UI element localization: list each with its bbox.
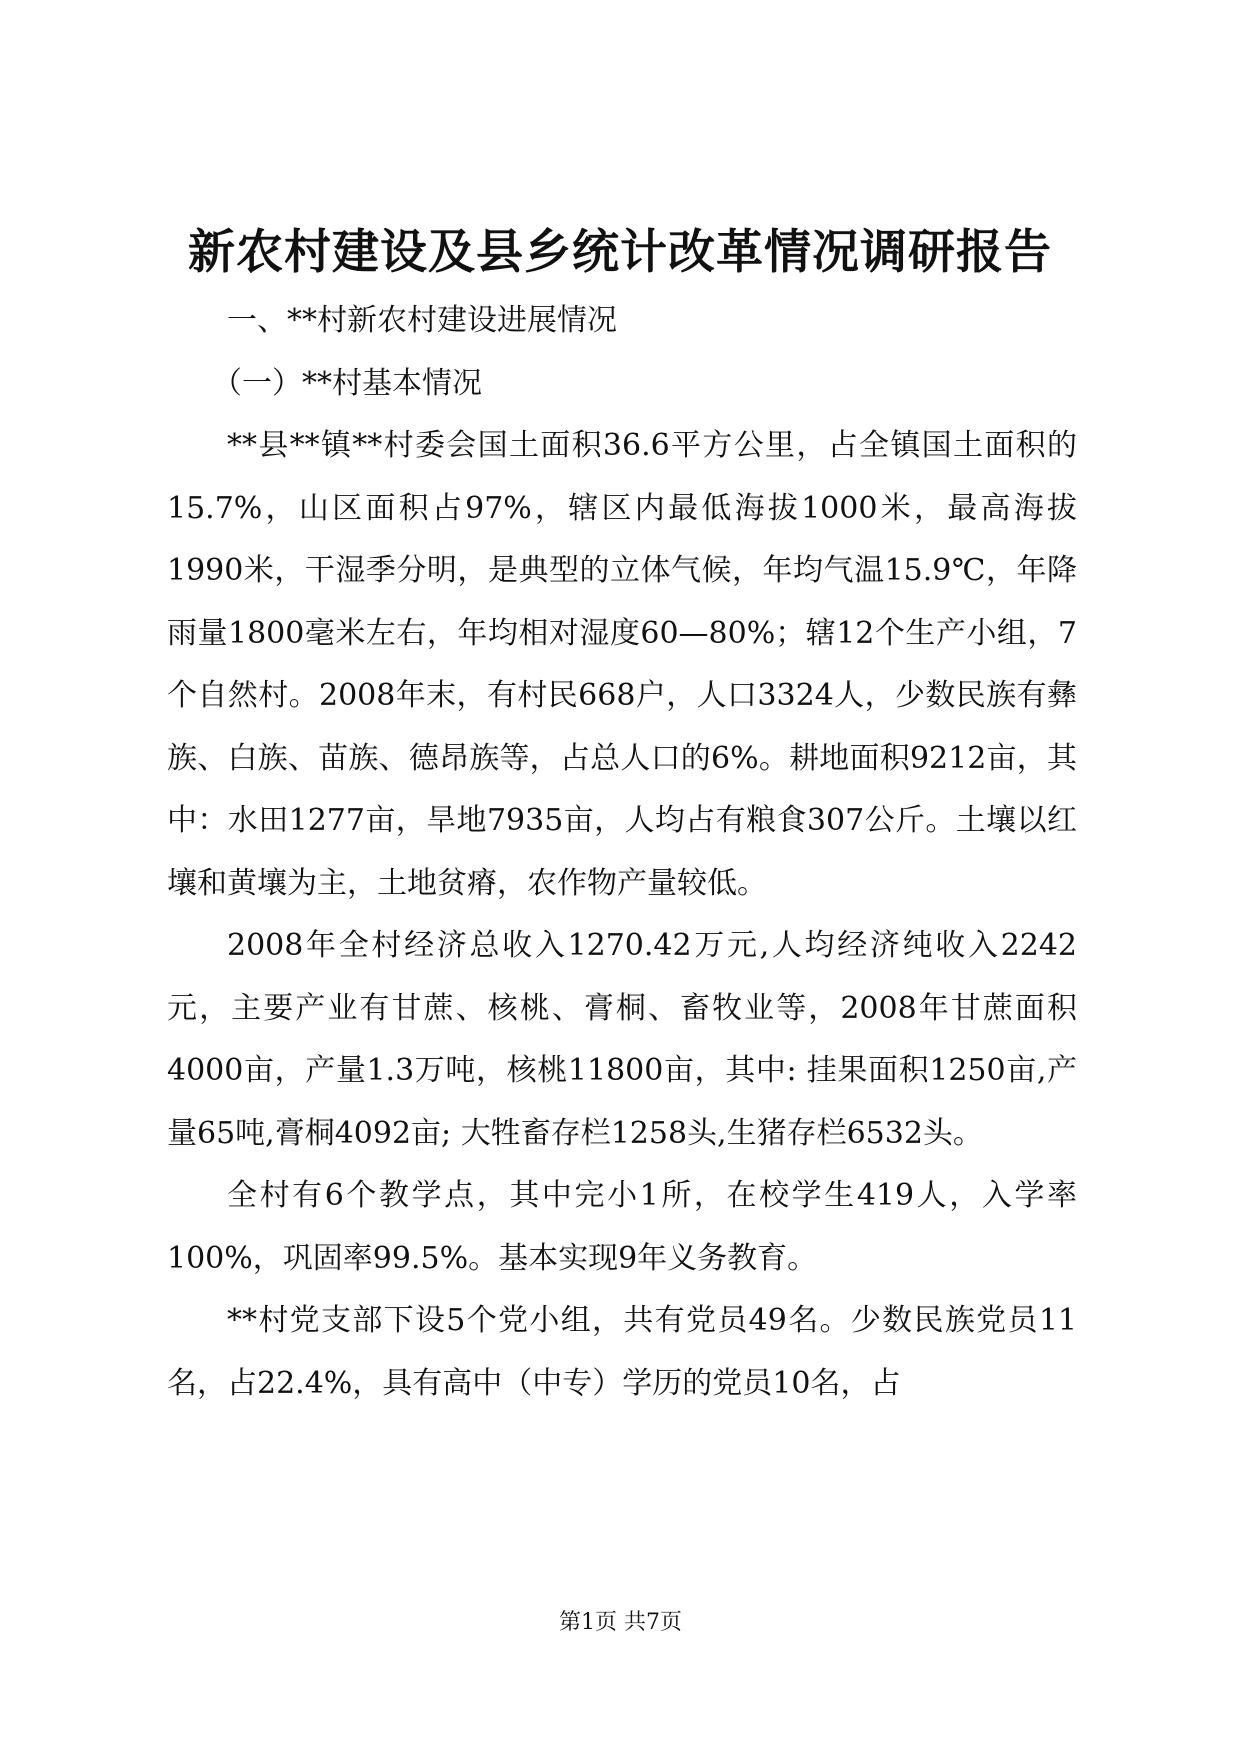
document-body [167,290,1077,1415]
paragraph-education: 全村有6个教学点，其中完小1所，在校学生419人，入学率100%，巩固率99.5%。基本实现9年义务教育。 [167,1178,1077,1276]
paragraph-basic-info: **县**镇**村委会国土面积36.6平方公里，占全镇国土面积的15.7%，山区面积占97%，辖区内最低海拔1000米，最高海拔1990米，干湿季分明，是典型的立体气候，年均气温15.9℃，年降雨量1800毫米左右，年均相对湿度60—80%；辖12个生产小组，7个自然村。2008年末，有村民668户，人口3324人，少数民族有彝族、白族、苗族、德昂族等，占总人口的6%。耕地面积9212亩，其中：水田1277亩，旱地7935亩，人均占有粮食307公斤。土壤以红壤和黄壤为主，土地贫瘠，农作物产量较低。 [167,428,1077,901]
document-title: 新农村建设及县乡统计改革情况调研报告 [188,225,1052,280]
paragraph-economy: 2008年全村经济总收入1270.42万元,人均经济纯收入2242元，主要产业有甘蔗、核桃、膏桐、畜牧业等，2008年甘蔗面积4000亩，产量1.3万吨，核桃11800亩，其中: 挂果面积1250亩,产量65吨,膏桐4092亩; 大牲畜存栏1258头,生猪存栏6532头。 [167,928,1077,1151]
paragraph-party-branch: **村党支部下设5个党小组，共有党员49名。少数民族党员11名，占22.4%，具有高中（中专）学历的党员10名，占 [167,1303,1077,1401]
page-number: 第1页 共7页 [559,1610,682,1635]
subsection-heading: （一）**村基本情况 [212,365,482,401]
section-heading: 一、**村新农村建设进展情况 [227,303,617,338]
